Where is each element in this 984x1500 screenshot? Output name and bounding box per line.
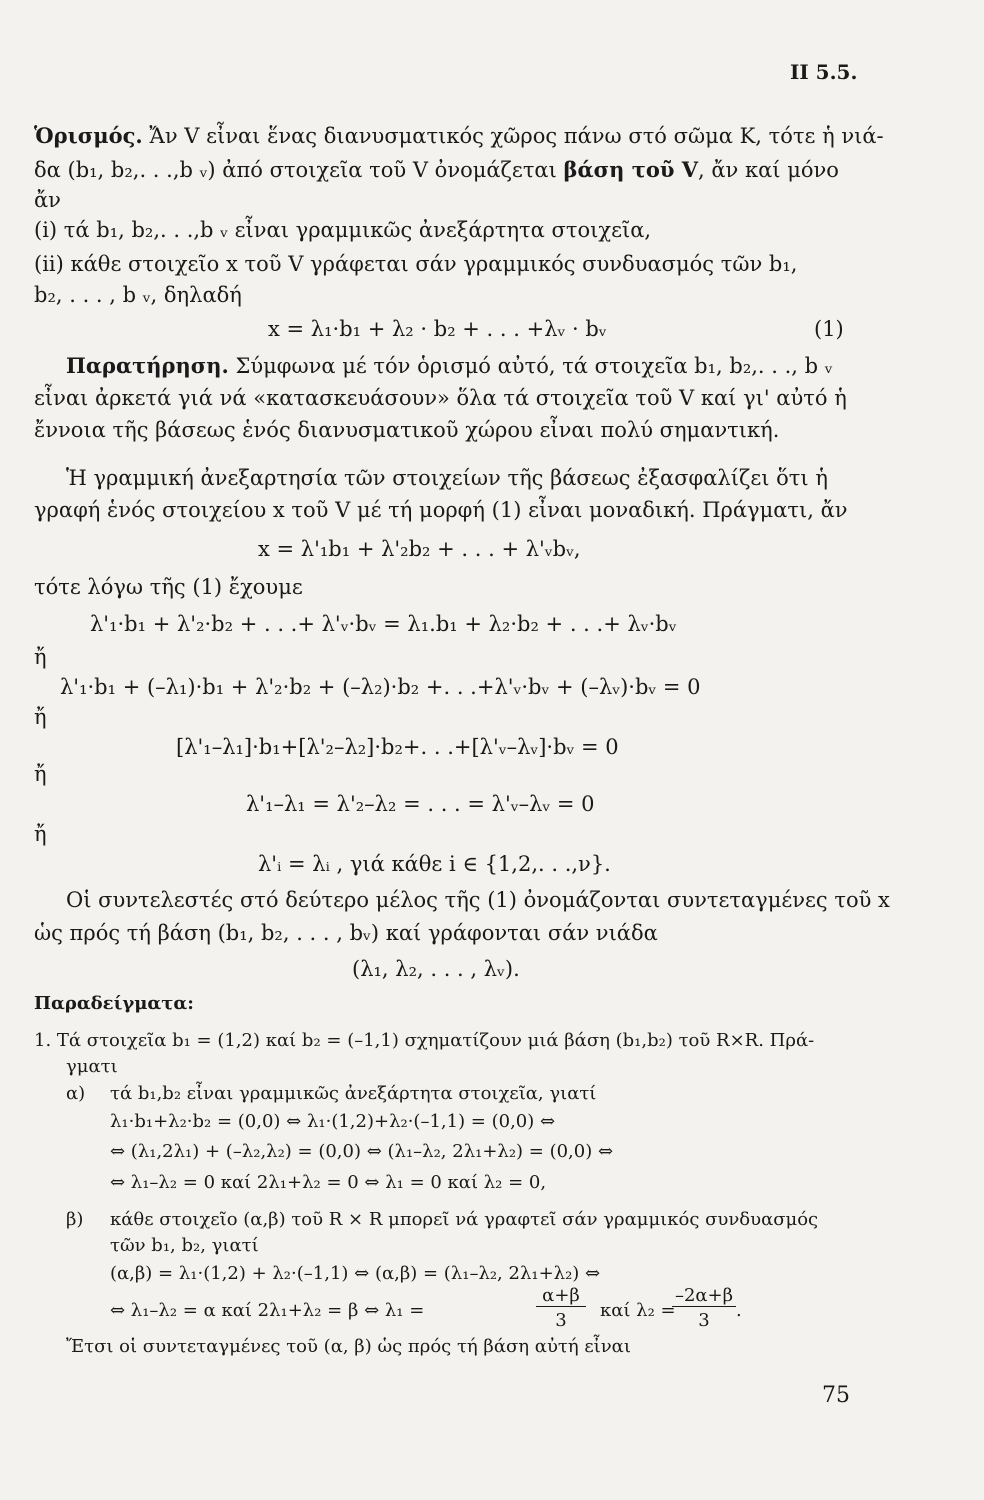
equation-7: λ'ᵢ = λᵢ , γιά κάθε i ∈ {1,2,. . .,ν}.: [258, 852, 611, 876]
definition-item-i: (i) τά b₁, b₂,. . .,b ᵥ εἶναι γραμμικῶς ἀνεξάρτητα στοιχεῖα,: [34, 218, 652, 242]
part-a-line-2: λ₁·b₁+λ₂·b₂ = (0,0) ⇔ λ₁·(1,2)+λ₂·(–1,1) = (0,0) ⇔: [110, 1111, 556, 1132]
equation-8: (λ₁, λ₂, . . . , λᵥ).: [352, 957, 520, 981]
equation-4: λ'₁·b₁ + (–λ₁)·b₁ + λ'₂·b₂ + (–λ₂)·b₂ +. . .+λ'ᵥ·bᵥ + (–λᵥ)·bᵥ = 0: [60, 675, 701, 699]
part-b-line-3: (α,β) = λ₁·(1,2) + λ₂·(–1,1) ⇔ (α,β) = (λ₁–λ₂, 2λ₁+λ₂) ⇔: [110, 1263, 601, 1284]
fraction-1-denominator: 3: [555, 1310, 567, 1331]
uniqueness-line-1: Ἡ γραμμική ἀνεξαρτησία τῶν στοιχείων τῆς βάσεως ἐξασφαλίζει ὅτι ἡ: [66, 466, 828, 490]
part-b-line-2: τῶν b₁, b₂, γιατί: [110, 1235, 259, 1256]
example-1-line-2: γματι: [66, 1056, 118, 1077]
part-b-line-1: κάθε στοιχεῖο (α,β) τοῦ R × R μπορεῖ νά γραφτεῖ σάν γραμμικός συνδυασμός: [110, 1209, 819, 1230]
part-b-line-4-mid: καί λ₂ =: [600, 1300, 676, 1321]
fraction-2-denominator: 3: [698, 1310, 710, 1331]
example-1-line-1: 1. Τά στοιχεῖα b₁ = (1,2) καί b₂ = (–1,1) σχηματίζουν μιά βάση (b₁,b₂) τοῦ R×R. Πρά-: [34, 1030, 815, 1051]
part-a-line-1: τά b₁,b₂ εἶναι γραμμικῶς ἀνεξάρτητα στοιχεῖα, γιατί: [110, 1083, 597, 1104]
part-a-label: α): [66, 1083, 86, 1104]
final-line: Ἔτσι οἱ συντεταγμένες τοῦ (α, β) ὡς πρός τή βάση αὐτή εἶναι: [66, 1336, 631, 1357]
remark-line-3: ἔννοια τῆς βάσεως ἑνός διανυσματικοῦ χώρου εἶναι πολύ σημαντική.: [34, 418, 780, 442]
definition-label: Ὁρισμός.: [34, 123, 143, 148]
equation-1-number: (1): [814, 317, 844, 341]
equation-6: λ'₁–λ₁ = λ'₂–λ₂ = . . . = λ'ᵥ–λᵥ = 0: [246, 792, 595, 816]
or-3: ἤ: [34, 762, 47, 786]
examples-heading: Παραδείγματα:: [34, 993, 194, 1014]
or-4: ἤ: [34, 822, 47, 846]
remark-line-1: Παρατήρηση. Σύμφωνα μέ τόν ὁρισμό αὐτό, τά στοιχεῖα b₁, b₂,. . ., b ᵥ: [66, 353, 833, 378]
part-b-line-4: ⇔ λ₁–λ₂ = α καί 2λ₁+λ₂ = β ⇔ λ₁ =: [110, 1300, 425, 1321]
uniqueness-line-2: γραφή ἑνός στοιχείου x τοῦ V μέ τή μορφή (1) εἶναι μοναδική. Πράγματι, ἄν: [34, 498, 848, 522]
part-b-label: β): [66, 1209, 84, 1230]
equation-5: [λ'₁–λ₁]·b₁+[λ'₂–λ₂]·b₂+. . .+[λ'ᵥ–λᵥ]·bᵥ = 0: [176, 735, 619, 759]
remark-label: Παρατήρηση.: [66, 353, 229, 378]
definition-item-ii: (ii) κάθε στοιχεῖο x τοῦ V γράφεται σάν γραμμικός συνδυασμός τῶν b₁,: [34, 252, 798, 276]
definition-line-3: ἄν: [34, 188, 61, 212]
uniqueness-line-3: τότε λόγω τῆς (1) ἔχουμε: [34, 575, 303, 599]
definition-item-ii-cont: b₂, . . . , b ᵥ, δηλαδή: [34, 283, 242, 307]
remark-line-2: εἶναι ἀρκετά γιά νά «κατασκευάσουν» ὅλα τά στοιχεῖα τοῦ V καί γι' αὐτό ἡ: [34, 386, 847, 410]
definition-line-2: δα (b₁, b₂,. . .,b ᵥ) ἀπό στοιχεῖα τοῦ V ὀνομάζεται βάση τοῦ V, ἄν καί μόνο: [34, 157, 839, 182]
equation-3: λ'₁·b₁ + λ'₂·b₂ + . . .+ λ'ᵥ·bᵥ = λ₁.b₁ + λ₂·b₂ + . . .+ λᵥ·bᵥ: [90, 612, 677, 636]
coordinates-line-2: ὡς πρός τή βάση (b₁, b₂, . . . , bᵥ) καί γράφονται σάν νιάδα: [34, 921, 658, 945]
part-b-line-4-end: .: [736, 1300, 742, 1321]
fraction-1-numerator: α+β: [536, 1286, 586, 1307]
equation-2: x = λ'₁b₁ + λ'₂b₂ + . . . + λ'ᵥbᵥ,: [258, 537, 581, 561]
fraction-2-numerator: –2α+β: [672, 1286, 736, 1307]
equation-1: x = λ₁·b₁ + λ₂ · b₂ + . . . +λᵥ · bᵥ: [268, 317, 607, 341]
basis-term: βάση τοῦ V: [563, 157, 699, 182]
coordinates-line-1: Οἱ συντελεστές στό δεύτερο μέλος τῆς (1) ὀνομάζονται συντεταγμένες τοῦ x: [66, 888, 890, 912]
part-a-line-4: ⇔ λ₁–λ₂ = 0 καί 2λ₁+λ₂ = 0 ⇔ λ₁ = 0 καί λ₂ = 0,: [110, 1172, 547, 1193]
section-number: II 5.5.: [790, 60, 858, 84]
or-2: ἤ: [34, 705, 47, 729]
definition-text-1: Ἄν V εἶναι ἕνας διανυσματικός χῶρος πάνω στό σῶμα K, τότε ἡ νιά-: [149, 124, 884, 148]
page-number: 75: [822, 1383, 850, 1408]
or-1: ἤ: [34, 645, 47, 669]
part-a-line-3: ⇔ (λ₁,2λ₁) + (–λ₂,λ₂) = (0,0) ⇔ (λ₁–λ₂, 2λ₁+λ₂) = (0,0) ⇔: [110, 1141, 614, 1162]
definition-line-1: [34, 123, 884, 148]
